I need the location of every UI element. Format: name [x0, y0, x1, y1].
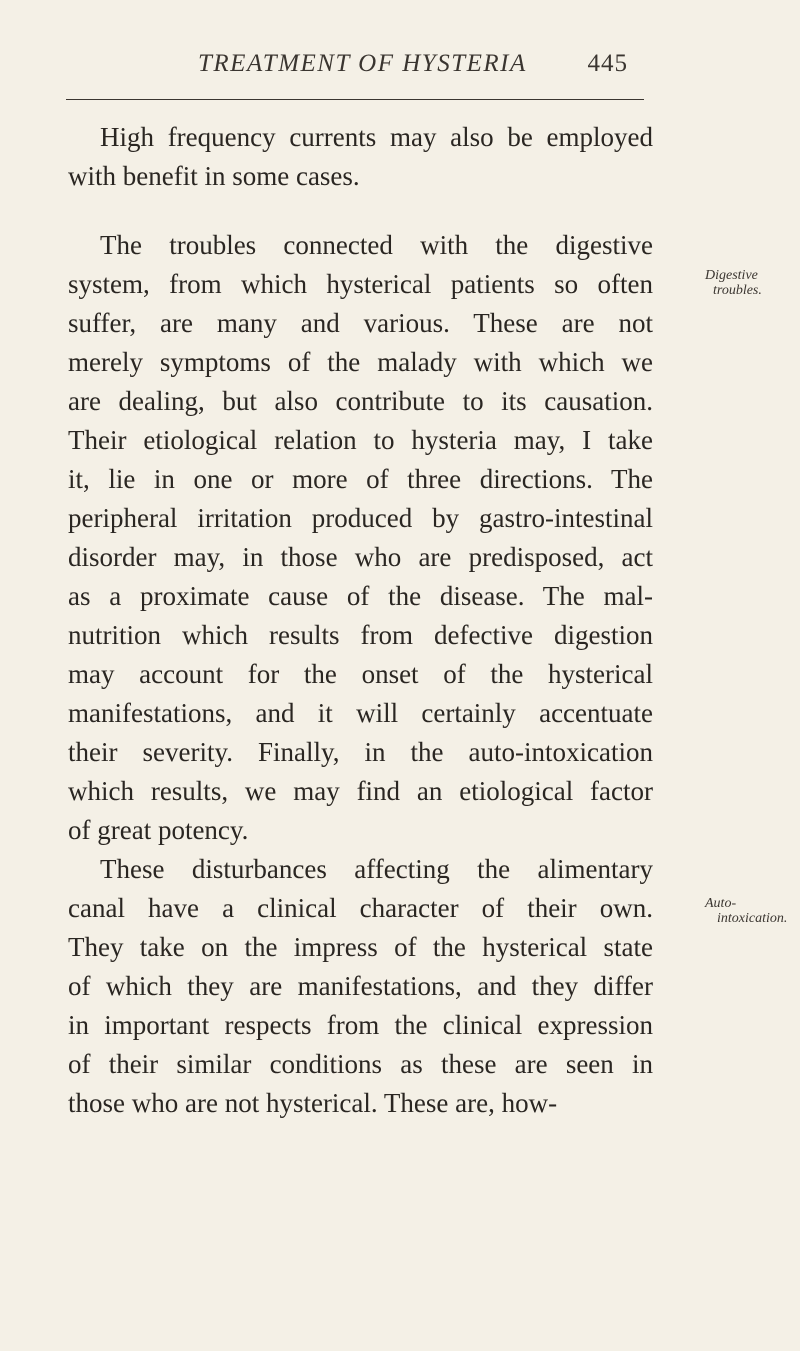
- text-line: disorder may, in those who are predisposed, act: [68, 542, 653, 572]
- text-line: it, lie in one or more of three directions. The: [68, 464, 653, 494]
- margin-note-line: intoxication.: [717, 911, 788, 926]
- text-line: system, from which hysterical patients so often: [68, 269, 653, 299]
- body-text: [68, 118, 668, 1123]
- margin-note-line: Auto-: [705, 896, 737, 911]
- text-line: in important respects from the clinical expression: [68, 1010, 653, 1040]
- text-line: may account for the onset of the hysterical: [68, 659, 653, 689]
- text-line: The troubles connected with the digestive: [100, 230, 653, 260]
- text-line: They take on the impress of the hysterical state: [68, 932, 653, 962]
- running-head-title: TREATMENT OF HYSTERIA: [198, 50, 527, 77]
- margin-note-line: troubles.: [713, 283, 762, 298]
- text-line: merely symptoms of the malady with which we: [68, 347, 653, 377]
- page-number: 445: [587, 50, 628, 77]
- text-line: canal have a clinical character of their own.: [68, 893, 653, 923]
- margin-note-auto-intoxication: [705, 896, 787, 926]
- header-rule: [66, 99, 644, 100]
- text-line: of which they are manifestations, and they differ: [68, 971, 653, 1001]
- text-line: manifestations, and it will certainly accentuate: [68, 698, 653, 728]
- margin-note-digestive: [705, 268, 762, 298]
- text-line: those who are not hysterical. These are, how-: [68, 1088, 558, 1118]
- text-line: of their similar conditions as these are seen in: [68, 1049, 653, 1079]
- text-line: of great potency.: [68, 815, 249, 845]
- text-line: suffer, are many and various. These are not: [68, 308, 653, 338]
- text-line: their severity. Finally, in the auto-intoxication: [68, 737, 653, 767]
- text-line: which results, we may find an etiological factor: [68, 776, 653, 806]
- text-line: peripheral irritation produced by gastro-intestinal: [68, 503, 653, 533]
- text-line: Their etiological relation to hysteria may, I take: [68, 425, 653, 455]
- text-line: nutrition which results from defective digestion: [68, 620, 653, 650]
- margin-note-line: Digestive: [705, 268, 758, 283]
- text-line: High frequency currents may also be employed: [100, 122, 653, 152]
- text-line: are dealing, but also contribute to its causation.: [68, 386, 653, 416]
- text-line: with benefit in some cases.: [68, 161, 360, 191]
- text-line: These disturbances affecting the alimentary: [100, 854, 653, 884]
- text-line: as a proximate cause of the disease. The mal-: [68, 581, 653, 611]
